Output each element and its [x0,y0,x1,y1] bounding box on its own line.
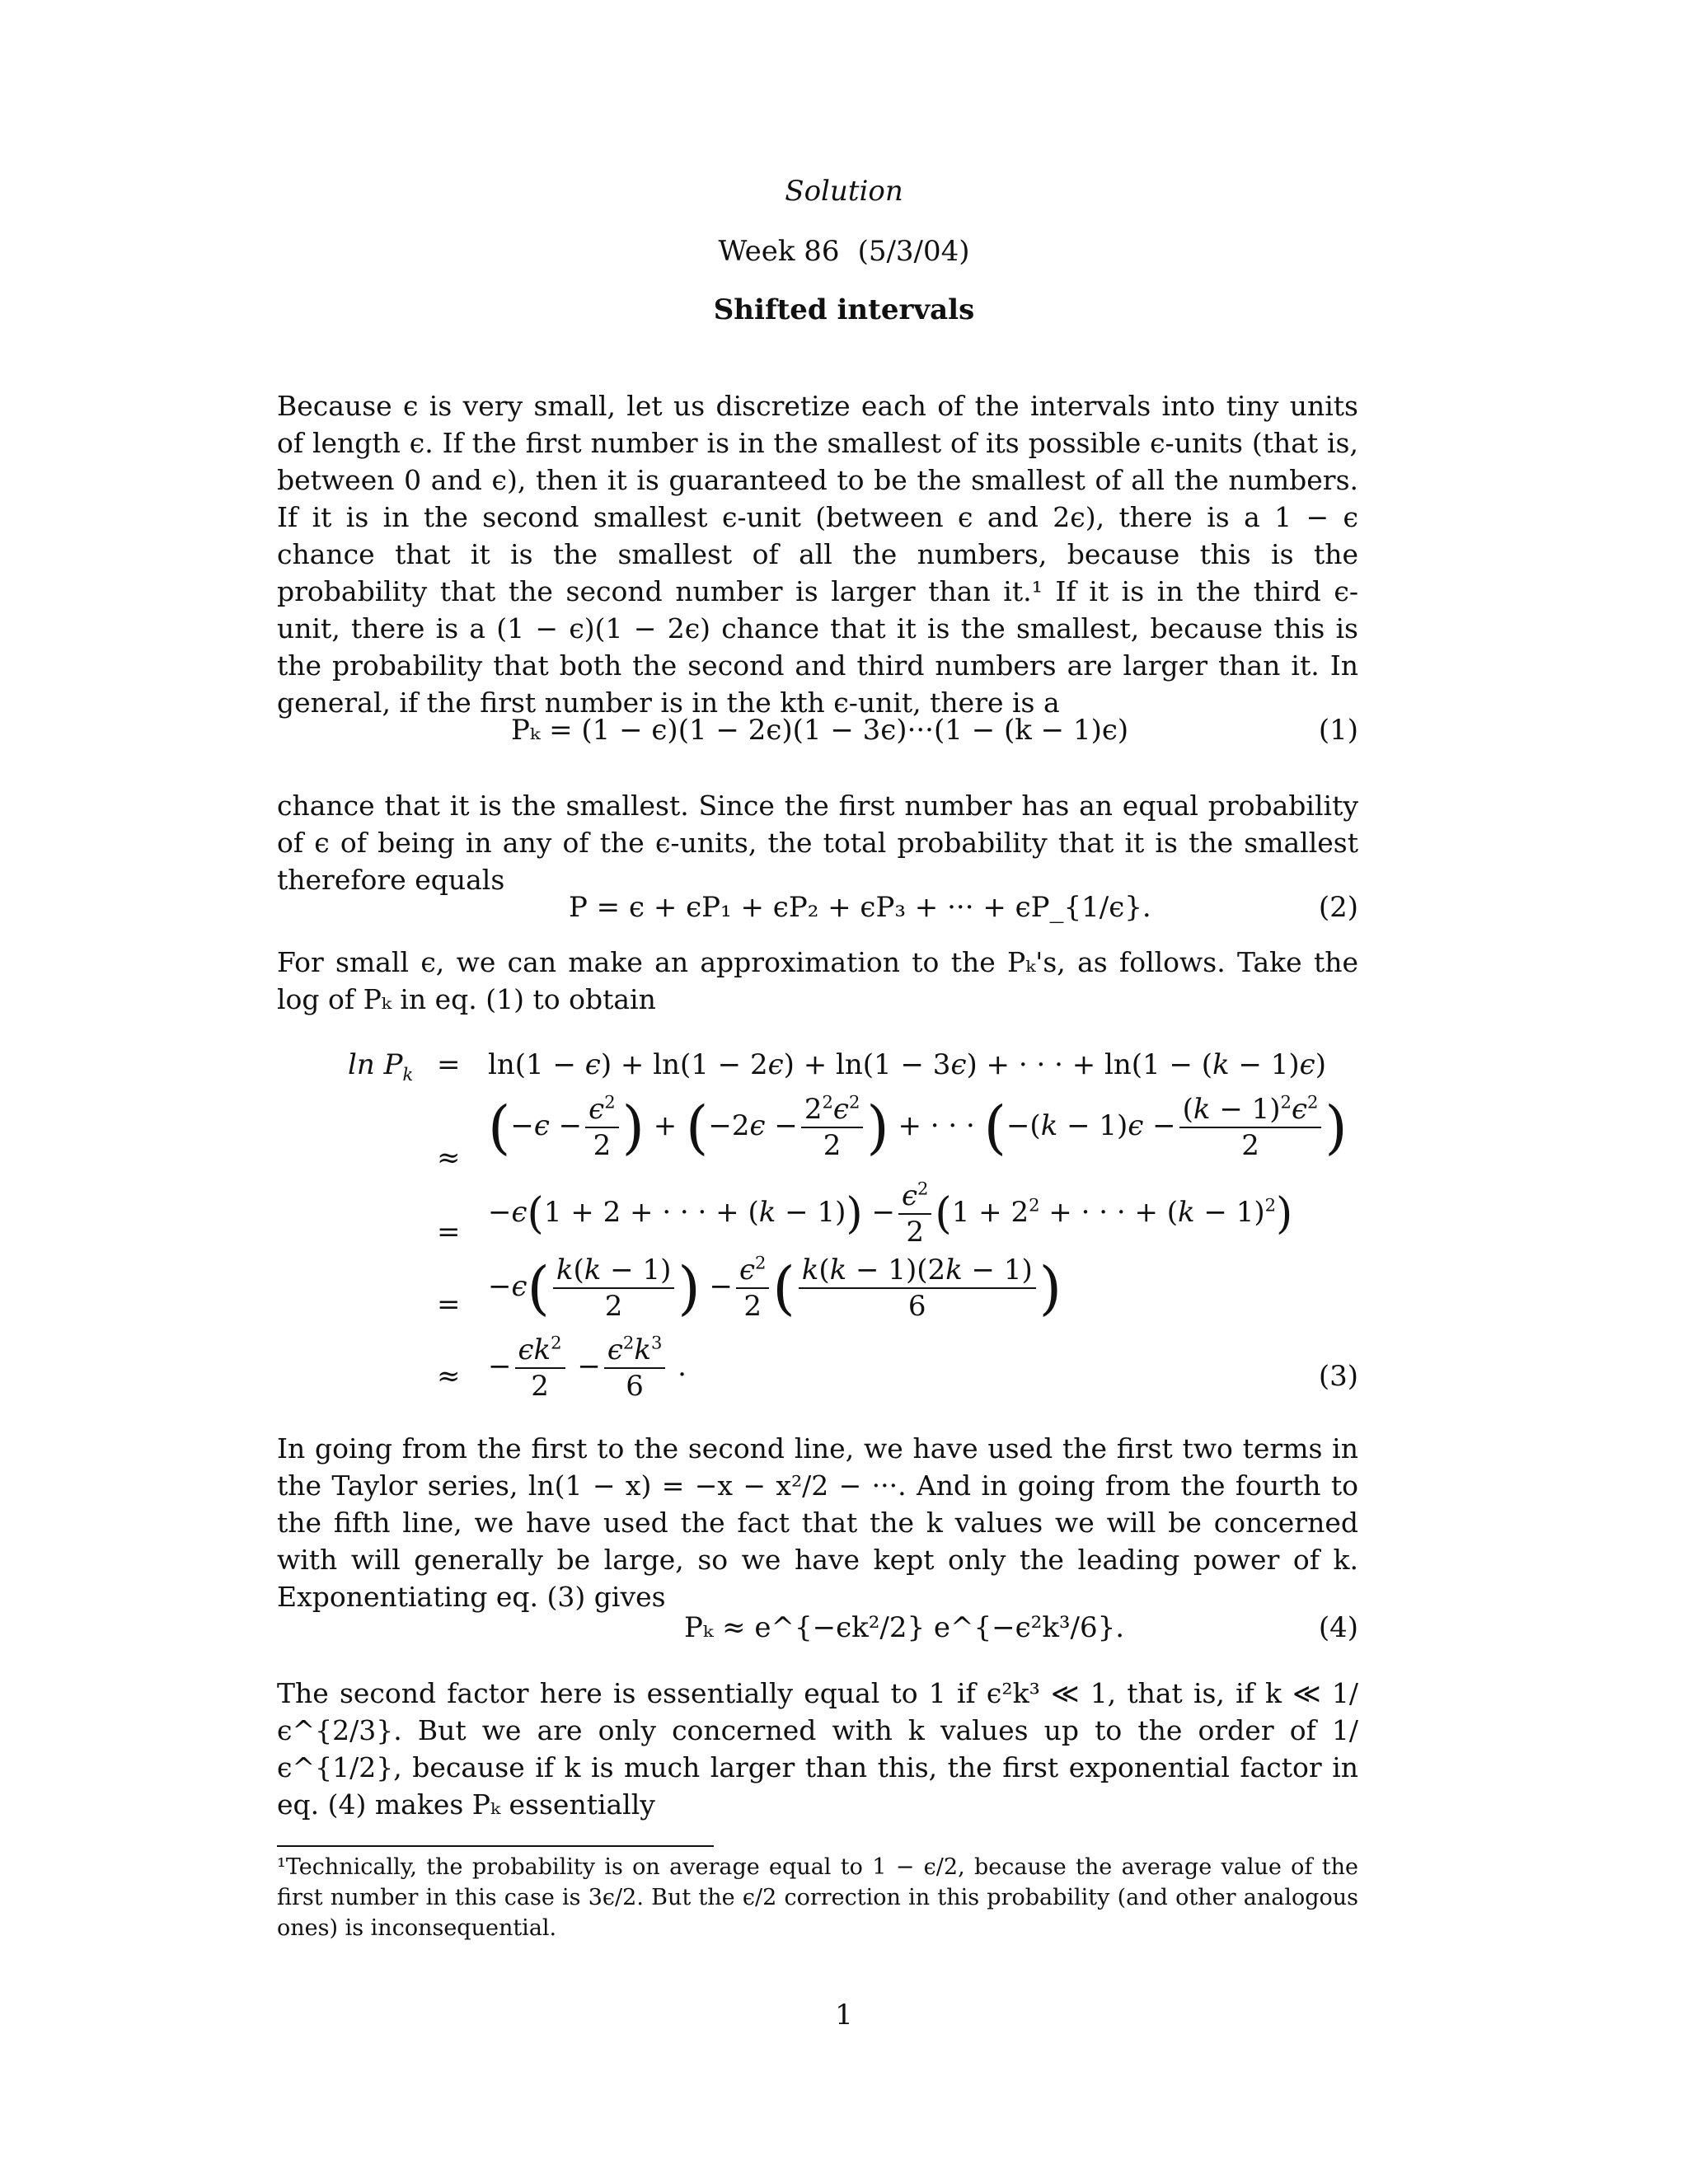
paragraph-second-factor: The second factor here is essentially equal to 1 if ϵ²k³ ≪ 1, that is, if k ≪ 1/ϵ^{2/3}. But we are only concerned with k values up to the order of 1/ϵ^{1/2}, because if k is much larger than this, the first exponential factor in eq. (4) makes Pₖ essentially [277,1677,1358,1821]
problem-title: Shifted intervals [713,293,975,326]
solution-label: Solution [785,175,903,208]
page-number: 1 [835,1999,853,2032]
paragraph-taylor: In going from the first to the second line, we have used the first two terms in the Taylor series, ln(1 − x) = −x − x²/2 − ···. And in going from the fourth to the fifth line, we have used the fact that the k values we will be concerned with will generally be large, so we have kept only the leading power of k. Exponentiating eq. (3) gives [277,1432,1358,1613]
derivation-line-2: (−ϵ − $\frac{\epsilon^2}{2}$ ) + (−2ϵ − $\frac{2^2\epsilon^2}{2}$ ) + · · · (−(k − 1)ϵ − $\frac{(k - 1)^2\epsilon^2}{2}$ ) [488,1091,1348,1162]
derivation-rel-4: = [437,1288,461,1321]
derivation-rel-3: = [437,1216,461,1249]
derivation-line-3: −ϵ(1 + 2 + · · · + (k − 1)) − $\frac{\epsilon^2}{2}$ ($1 + 2^2$ + · · · + $(k - 1)^2$) [488,1178,1293,1249]
equation-3-number: (3) [1318,1360,1358,1393]
equation-4-number: (4) [1318,1611,1358,1644]
derivation-line-1: ln(1 − ϵ) + ln(1 − 2ϵ) + ln(1 − 3ϵ) + · · · + ln(1 − (k − 1)ϵ) [488,1048,1326,1081]
derivation-rel-5: ≈ [437,1360,461,1393]
week-number: Week 86 [718,235,840,268]
derivation-lhs: $\ln P_k$ [348,1048,414,1085]
equation-1-number: (1) [1318,714,1358,747]
paragraph-approximation: For small ϵ, we can make an approximation to the Pₖ's, as follows. Take the log of Pₖ in eq. (1) to obtain [277,946,1358,1015]
equation-2: P = ϵ + ϵP₁ + ϵP₂ + ϵP₃ + ··· + ϵP_{1/ϵ}. [569,891,1151,924]
paragraph-intro: Because ϵ is very small, let us discretize each of the intervals into tiny units of length ϵ. If the first number is in the smallest of its possible ϵ-units (that is, between 0 and ϵ), then it is guaranteed to be the smallest of all the numbers. If it is in the second smallest ϵ-unit (between ϵ and 2ϵ), there is a 1 − ϵ chance that it is the smallest of all the numbers, because this is the probability that the second number is larger than it.¹ If it is in the third ϵ-unit, there is a (1 − ϵ)(1 − 2ϵ) chance that it is the smallest, because this is the probability that both the second and third numbers are larger than it. In general, if the first number is in the kth ϵ-unit, there is a [277,390,1358,719]
equation-4: Pₖ ≈ e^{−ϵk²/2} e^{−ϵ²k³/6}. [684,1611,1125,1644]
derivation-rel-2: ≈ [437,1141,461,1174]
derivation-rel-1: = [437,1048,461,1081]
footnote: ¹Technically, the probability is on average equal to 1 − ϵ/2, because the average value of the first number in this case is 3ϵ/2. But the ϵ/2 correction in this probability (and other analogous ones) is inconsequential. [277,1854,1358,1941]
derivation-line-5: − $\frac{\epsilon k^2}{2}$ − $\frac{\epsilon^2k^3}{6}$ . [488,1332,687,1403]
equation-1: Pₖ = (1 − ϵ)(1 − 2ϵ)(1 − 3ϵ)···(1 − (k − 1)ϵ) [511,714,1129,747]
week-line [0,235,1688,268]
paragraph-total-probability: chance that it is the smallest. Since the first number has an equal probability of ϵ of being in any of the ϵ-units, the total probability that it is the smallest therefore equals [277,790,1358,896]
derivation-line-4: −ϵ( $\frac{k(k - 1)}{2}$ ) − $\frac{\epsilon^2}{2}$ ( $\frac{k(k - 1)(2k - 1)}{6}$ ) [488,1252,1062,1323]
week-date: (5/3/04) [857,235,970,268]
equation-2-number: (2) [1318,891,1358,924]
footnote-rule [277,1845,714,1847]
